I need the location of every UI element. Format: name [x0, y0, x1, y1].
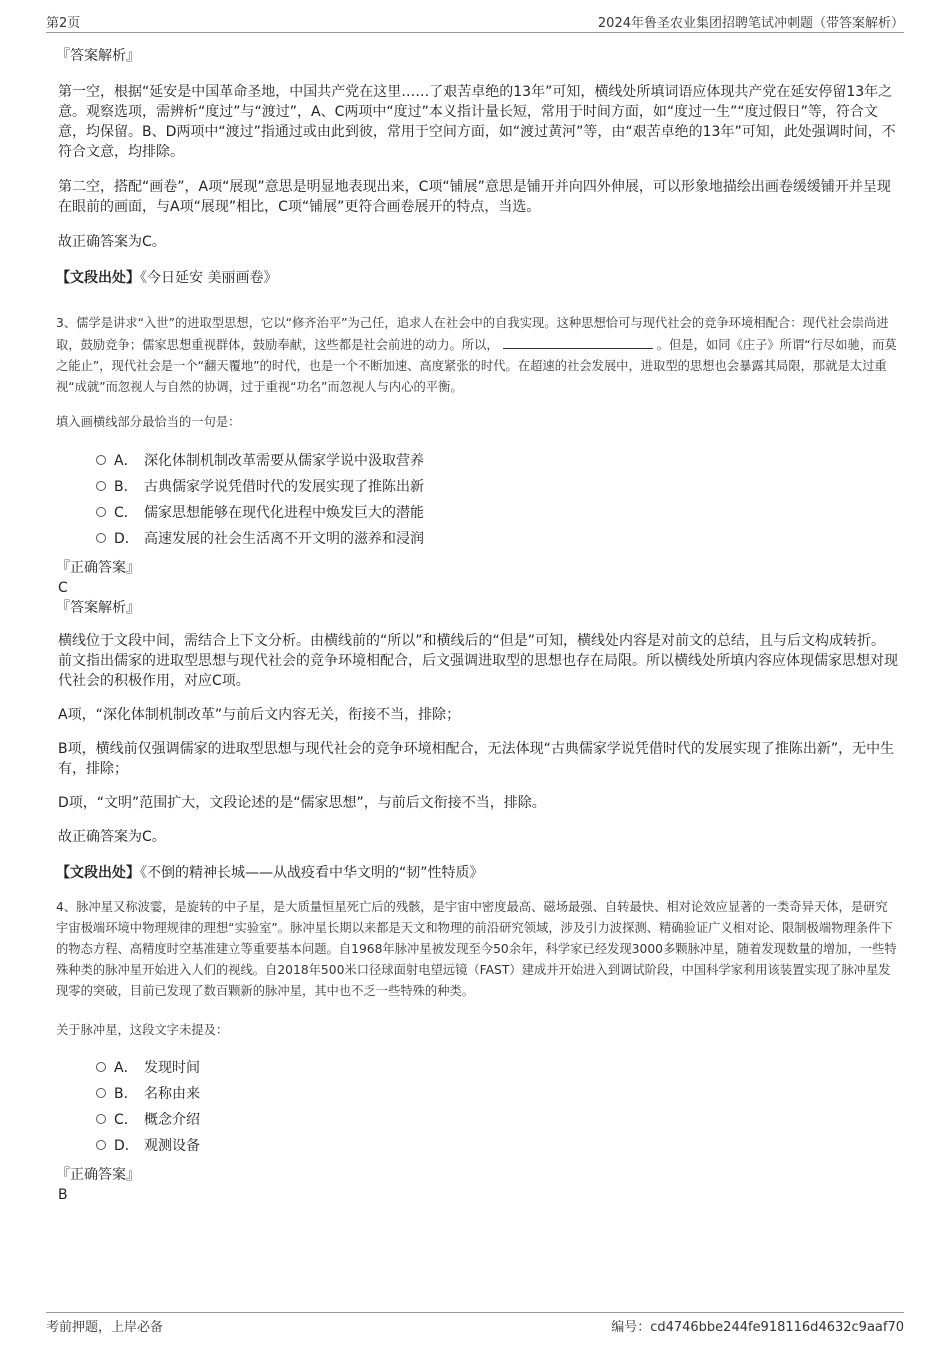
footer-serial: 编号：cd4746bbe244fe918116d4632c9aaf70 [611, 1320, 904, 1335]
q3-conclusion: 故正确答案为C。 [58, 829, 166, 845]
q3-prompt: 填入画横线部分最恰当的一句是： [56, 415, 241, 429]
page-footer [46, 1312, 904, 1336]
footer-slogan: 考前押题，上岸必备 [46, 1320, 164, 1335]
q4-option-c[interactable]: C． 概念介绍 [96, 1107, 898, 1133]
prev-source-label: 【文段出处】 [56, 270, 140, 286]
prev-analysis-label: 『答案解析』 [56, 48, 140, 64]
q3-option-d[interactable]: D． 高速发展的社会生活离不开文明的滋养和浸润 [96, 526, 898, 552]
q4-options [56, 1055, 898, 1159]
prev-analysis-para1: 第一空，根据“延安是中国革命圣地，中国共产党在这里……了艰苦卓绝的13年”可知，横线处所填词语应体现共产党在延安停留13年之意。观察选项，需辨析“度过”与“渡过”，A、C两项中“度过”本义指计量长短，常用于时间方面，如“度过一生”“度过假日”等，符合文意，均保留。B、D两项中“渡过”指通过或由此到彼，常用于空间方面，如“渡过黄河”等，由“艰苦卓绝的13年”可知，此处强调时间，不符合文意，均排除。 [58, 84, 896, 160]
q4-option-b[interactable]: B． 名称由来 [96, 1081, 898, 1107]
prev-analysis-para2: 第二空，搭配“画卷”，A项“展现”意思是明显地表现出来，C项“铺展”意思是铺开并向四外伸展，可以形象地描绘出画卷缓缓铺开并呈现在眼前的画面，与A项“展现”相比，C项“铺展”更符合画卷展开的特点，当选。 [58, 179, 891, 215]
q4-text: 4、脉冲星又称波霎，是旋转的中子星，是大质量恒星死亡后的残骸，是宇宙中密度最高、磁场最强、自转最快、相对论效应显著的一类奇异天体，是研究宇宙极端环境中物理规律的理想“实验室”。脉冲星长期以来都是天文和物理的前沿研究领域，涉及引力波探测、精确验证广义相对论、限制极端物理条件下的物态方程、高精度时空基准建立等重要基本问题。自1968年脉冲星被发现至今50余年，科学家已经发现3000多颗脉冲星，随着发现数量的增加，一些特殊种类的脉冲星开始进入人们的视线。自2018年500米口径球面射电望远镜（FAST）建成并开始进入到调试阶段，中国科学家利用该装置实现了脉冲星发现零的突破，目前已发现了数百颗新的脉冲星，其中也不乏一些特殊的种类。 [56, 900, 897, 998]
q3-source-label: 【文段出处】 [56, 865, 140, 881]
q3-text [56, 313, 898, 398]
document-title: 2024年鲁圣农业集团招聘笔试冲刺题（带答案解析） [597, 16, 904, 31]
q3-analysis-p4: D项，“文明”范围扩大，文段论述的是“儒家思想”，与前后文衔接不当，排除。 [58, 795, 546, 811]
page-header [46, 12, 904, 33]
q3-correct-value: C [58, 580, 68, 596]
q3-analysis-p2: A项，“深化体制机制改革”与前后文内容无关，衔接不当，排除； [58, 707, 461, 723]
radio-icon[interactable] [96, 455, 106, 465]
radio-icon[interactable] [96, 1062, 106, 1072]
q3-option-c[interactable]: C． 儒家思想能够在现代化进程中焕发巨大的潜能 [96, 500, 898, 526]
q4-correct-label: 『正确答案』 [56, 1167, 140, 1183]
q3-source [56, 863, 898, 883]
q3-blank [503, 334, 653, 349]
radio-icon[interactable] [96, 1140, 106, 1150]
radio-icon[interactable] [96, 1114, 106, 1124]
page-number: 第2页 [46, 16, 81, 31]
q3-text-before: 3、儒学是讲求“入世”的进取型思想，它以“修齐治平”为己任，追求人在社会中的自我实现。这种思想恰可与现代社会的竞争环境相配合：现代社会崇尚进取，鼓励竞争；儒家思想重视群体，鼓励奉献，这些都是社会前进的动力。所以， [56, 316, 889, 352]
q3-option-b[interactable]: B． 古典儒家学说凭借时代的发展实现了推陈出新 [96, 474, 898, 500]
q4-correct-value: B [58, 1187, 68, 1203]
q3-correct-label: 『正确答案』 [56, 560, 140, 576]
radio-icon[interactable] [96, 533, 106, 543]
q4-option-d[interactable]: D． 观测设备 [96, 1133, 898, 1159]
q3-analysis-p1: 横线位于文段中间，需结合上下文分析。由横线前的“所以”和横线后的“但是”可知，横线处内容是对前文的总结，且与后文构成转折。前文指出儒家的进取型思想与现代社会的竞争环境相配合，后文强调进取型的思想也存在局限。所以横线处所填内容应体现儒家思想对现代社会的积极作用，对应C项。 [58, 633, 898, 689]
q4-option-a[interactable]: A． 发现时间 [96, 1055, 898, 1081]
q3-source-text: 《不倒的精神长城——从战疫看中华文明的“韧”性特质》 [140, 865, 484, 881]
radio-icon[interactable] [96, 1088, 106, 1098]
q3-options [56, 448, 898, 552]
q3-option-a[interactable]: A． 深化体制机制改革需要从儒家学说中汲取营养 [96, 448, 898, 474]
radio-icon[interactable] [96, 481, 106, 491]
q3-analysis-label: 『答案解析』 [56, 600, 140, 616]
q3-text-after: 。但是，如同《庄子》所谓“行尽如驰，而莫之能止”，现代社会是一个“翻天覆地”的时代，也是一个不断加速、高度紧张的时代。在超速的社会发展中，进取型的思想也会暴露其局限，那就是太过重视“成就”而忽视人与自然的协调，过于重视“功名”而忽视人与内心的平衡。 [56, 338, 897, 394]
prev-source-text: 《今日延安 美丽画卷》 [140, 270, 278, 286]
prev-conclusion: 故正确答案为C。 [58, 234, 166, 250]
radio-icon[interactable] [96, 507, 106, 517]
prev-source [56, 268, 898, 288]
q4-prompt: 关于脉冲星，这段文字未提及： [56, 1023, 229, 1037]
page-content [56, 44, 898, 1205]
q3-analysis-p3: B项，横线前仅强调儒家的进取型思想与现代社会的竞争环境相配合，无法体现“古典儒家学说凭借时代的发展实现了推陈出新”，无中生有，排除； [58, 741, 895, 777]
